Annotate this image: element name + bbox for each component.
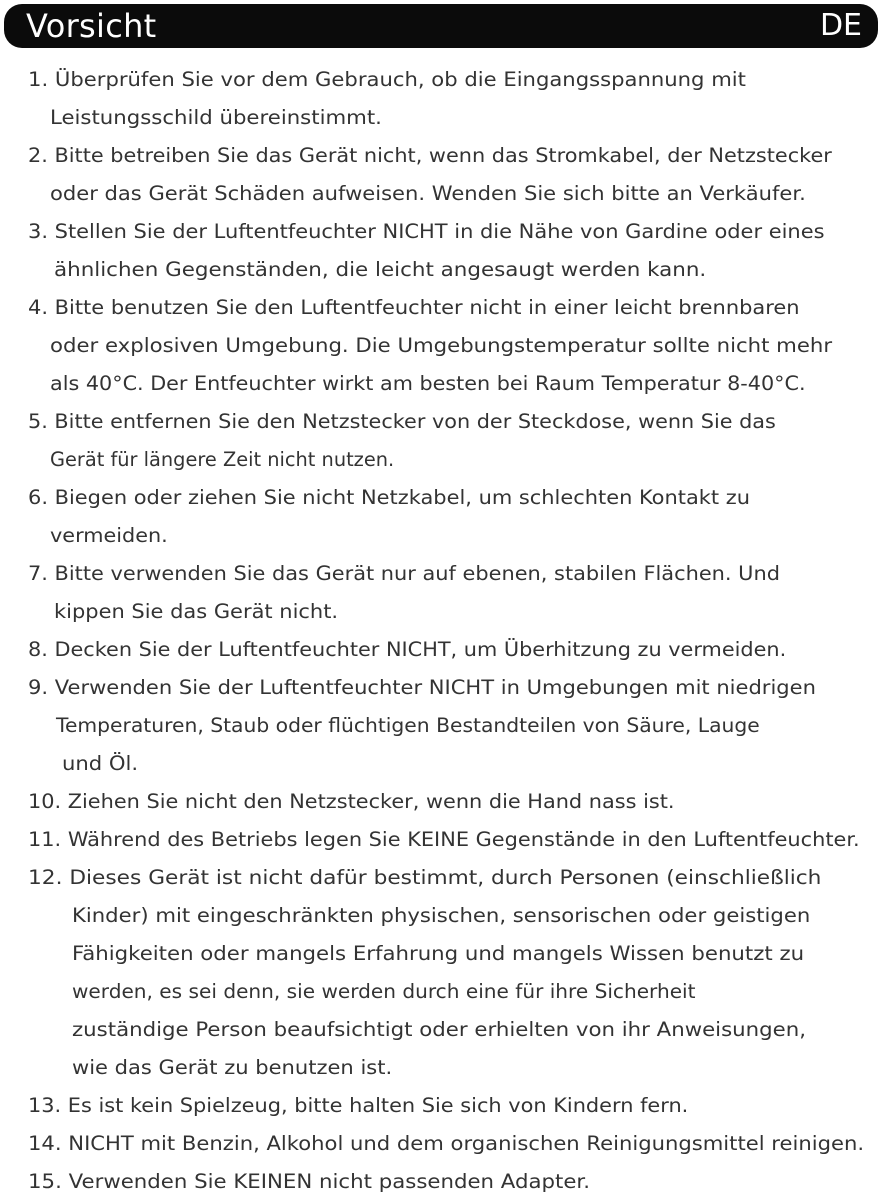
item-12-line-6: wie das Gerät zu benutzen ist.	[72, 1056, 393, 1079]
item-2-line-1: 2. Bitte betreiben Sie das Gerät nicht, wenn das Stromkabel, der Netzstecker	[28, 144, 832, 167]
item-7-line-2: kippen Sie das Gerät nicht.	[54, 600, 339, 623]
item-12-line-2: Kinder) mit eingeschränkten physischen, sensorischen oder geistigen	[72, 904, 811, 927]
item-1-line-2: Leistungsschild übereinstimmt.	[50, 106, 382, 129]
item-8-line-1: 8. Decken Sie der Luftentfeuchter NICHT, um Überhitzung zu vermeiden.	[28, 638, 787, 661]
item-6-line-1: 6. Biegen oder ziehen Sie nicht Netzkabel, um schlechten Kontakt zu	[28, 486, 750, 509]
item-12-line-3: Fähigkeiten oder mangels Erfahrung und mangels Wissen benutzt zu	[72, 942, 805, 965]
item-3-line-1: 3. Stellen Sie der Luftentfeuchter NICHT in die Nähe von Gardine oder eines	[28, 220, 825, 243]
item-9-line-3: und Öl.	[62, 752, 139, 775]
item-11-line-1: 11. Während des Betriebs legen Sie KEINE Gegenstände in den Luftentfeuchter.	[28, 828, 860, 851]
item-5-line-2: Gerät für längere Zeit nicht nutzen.	[50, 448, 395, 471]
item-4-line-3: als 40°C. Der Entfeuchter wirkt am besten bei Raum Temperatur 8-40°C.	[50, 372, 806, 395]
item-1-line-1: 1. Überprüfen Sie vor dem Gebrauch, ob die Eingangsspannung mit	[28, 68, 746, 91]
language-code: DE	[819, 8, 862, 43]
item-6-line-2: vermeiden.	[50, 524, 168, 547]
item-12-line-5: zuständige Person beaufsichtigt oder erhielten von ihr Anweisungen,	[72, 1018, 806, 1041]
item-4-line-2: oder explosiven Umgebung. Die Umgebungstemperatur sollte nicht mehr	[50, 334, 833, 357]
item-10-line-1: 10. Ziehen Sie nicht den Netzstecker, wenn die Hand nass ist.	[28, 790, 675, 813]
item-9-line-2: Temperaturen, Staub oder flüchtigen Bestandteilen von Säure, Lauge	[56, 714, 760, 737]
item-13-line-1: 13. Es ist kein Spielzeug, bitte halten Sie sich von Kindern fern.	[28, 1094, 689, 1117]
item-5-line-1: 5. Bitte entfernen Sie den Netzstecker von der Steckdose, wenn Sie das	[28, 410, 776, 433]
item-7-line-1: 7. Bitte verwenden Sie das Gerät nur auf ebenen, stabilen Flächen. Und	[28, 562, 780, 585]
item-15-line-1: 15. Verwenden Sie KEINEN nicht passenden Adapter.	[28, 1170, 590, 1193]
item-14-line-1: 14. NICHT mit Benzin, Alkohol und dem organischen Reinigungsmittel reinigen.	[28, 1132, 865, 1155]
header-bar	[4, 4, 878, 48]
item-12-line-1: 12. Dieses Gerät ist nicht dafür bestimmt, durch Personen (einschließlich	[28, 866, 822, 889]
page-title: Vorsicht	[26, 7, 157, 45]
item-9-line-1: 9. Verwenden Sie der Luftentfeuchter NICHT in Umgebungen mit niedrigen	[28, 676, 816, 699]
item-12-line-4: werden, es sei denn, sie werden durch eine für ihre Sicherheit	[72, 980, 696, 1003]
item-3-line-2: ähnlichen Gegenständen, die leicht angesaugt werden kann.	[54, 258, 707, 281]
item-2-line-2: oder das Gerät Schäden aufweisen. Wenden Sie sich bitte an Verkäufer.	[50, 182, 806, 205]
item-4-line-1: 4. Bitte benutzen Sie den Luftentfeuchter nicht in einer leicht brennbaren	[28, 296, 800, 319]
